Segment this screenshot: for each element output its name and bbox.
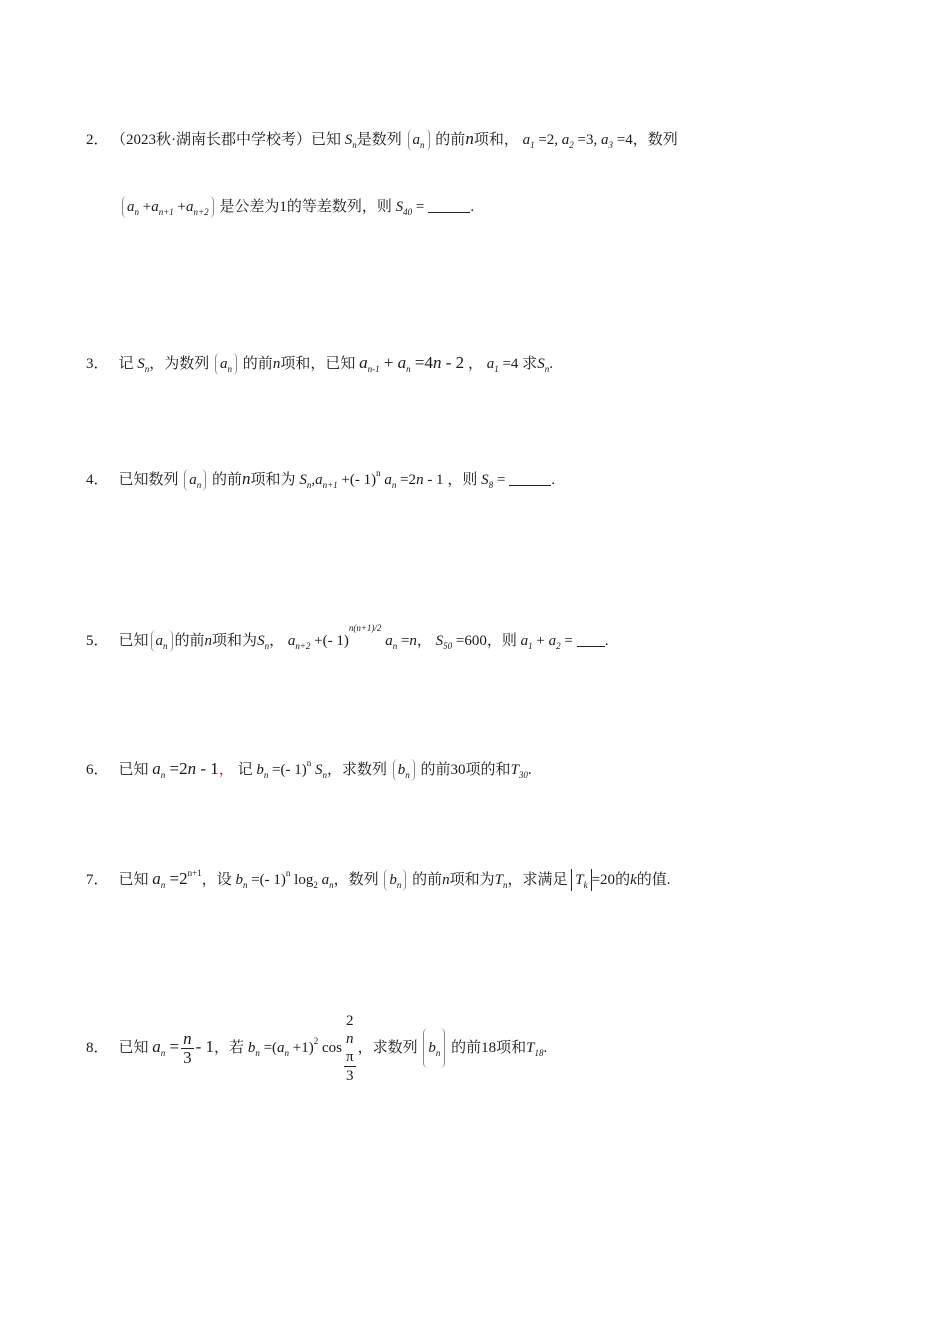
problem-number: 5． (86, 633, 109, 649)
problem-6: 6． 已知 $a_n =2n - 1$， 记 $b_n$ =(- 1)$^n$ $S_n$，求数列 $b_n$ 的前30项的和$T_{30}$. (86, 758, 532, 780)
answer-blank[interactable] (577, 632, 605, 647)
math-bn: $b_n =(a_n +1)^2$ cos (247, 1035, 342, 1058)
math-sn: $S_n$ (344, 132, 357, 150)
math-bn: $b_n$ =(- 1)$^n$ $S_n$ (256, 758, 328, 780)
problem-3: 3． 记 $S_n$，为数列 $a_n$ 的前n项和，已知 $a_{n-1} + a_n =4n - 2$ ， $a_1 =4$ 求$S_n$. (86, 353, 553, 374)
math-relation: $S_n,a_{n+1}$ +(- 1)$^n$ $a_n =2n - 1$ (299, 468, 444, 490)
problem-source: （2023秋·湖南长郡中学校考） (118, 132, 312, 148)
problem-5: 5． 已知 $a_n$ 的前n项和为$S_n$， $a_{n+2}$ +(- 1)$^{n(n+1)/2}$ $a_n =n$， $S_{50} =600$，则 $a_1 + a_2$ = . (86, 623, 609, 651)
answer-blank[interactable] (509, 471, 551, 486)
problem-number: 3． (86, 356, 109, 372)
math-an: $a_n =2n - 1$ (152, 759, 219, 780)
problem-number: 6． (86, 762, 109, 778)
math-an: $a_n$ = (152, 1036, 180, 1058)
math-abs: $T_k =20$ (571, 872, 615, 888)
problem-2-cont: $a_n +a_{n+1} +a_{n+2}$ 是公差为1的等差数列，则 $S_{40}$ = . (120, 196, 474, 218)
problem-4: 4． 已知数列 $a_n$ 的前n项和为 $S_n,a_{n+1}$ +(- 1)$^n$ $a_n =2n - 1$ ，则 $S_8$ = . (86, 468, 556, 490)
math-an: $a_n =2^{n+1}$ (152, 868, 202, 890)
math-recurrence: $a_{n+2}$ +(- 1)$^{n(n+1)/2}$ $a_n =n$ (287, 623, 417, 651)
problem-number: 4． (86, 472, 109, 488)
problem-number: 8． (86, 1039, 109, 1056)
math-recurrence: $a_{n-1} + a_n =4n - 2$ (359, 353, 465, 374)
problem-number: 7． (86, 872, 109, 888)
math-an-set: $a_n$ (408, 129, 430, 151)
math-initial-terms: $a_1 =2$, $a_2 =3$, $a_3 =4$ (522, 132, 633, 150)
math-sum-set: $a_n +a_{n+1} +a_{n+2}$ (122, 196, 214, 218)
problem-number: 2． (86, 132, 109, 148)
problem-8: 8． 已知 $a_n$ = $\frac{n}{3}$ - 1，若 $b_n =(a_n +1)^2$ cos 2 n π 3 ，求数列 $b_n$ 的前18项和$T_{18}$. (86, 1013, 548, 1084)
answer-blank[interactable] (428, 198, 470, 213)
math-bn: $b_n$ =(- 1)$^n$ $\log_2 a_n$ (235, 868, 334, 890)
problem-7: 7． 已知 $a_n =2^{n+1}$，设 $b_n$ =(- 1)$^n$ $\log_2 a_n$，数列 $b_n$ 的前n项和为$T_n$，求满足 $T_k =20$的k的值. (86, 868, 671, 890)
problem-2: 2． （2023秋·湖南长郡中学校考）已知 $S_n$是数列 $a_n$ 的前n项和， $a_1 =2$, $a_2 =3$, $a_3 =4$，数列 (86, 129, 678, 150)
